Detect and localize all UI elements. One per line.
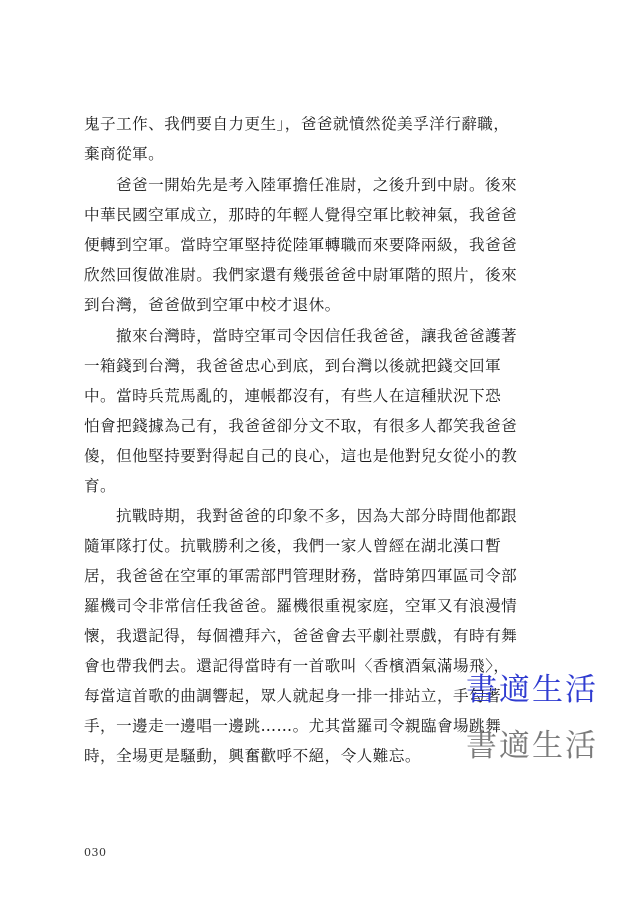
text-line: 欣然回復做准尉。我們家還有幾張爸爸中尉軍階的照片，後來 xyxy=(84,266,518,284)
page-number: 030 xyxy=(84,846,107,859)
text-line: 手，一邊走一邊唱一邊跳……。尤其當羅司令親臨會場跳舞 xyxy=(84,717,502,735)
text-line: 每當這首歌的曲調響起，眾人就起身一排一排站立，手勾著 xyxy=(84,687,502,705)
text-line: 育。 xyxy=(84,477,117,495)
text-line: 抗戰時期，我對爸爸的印象不多，因為大部分時間他都跟 xyxy=(116,507,518,525)
text-line: 到台灣，爸爸做到空軍中校才退休。 xyxy=(84,296,341,314)
text-line: 會也帶我們去。還記得當時有一首歌叫〈香檳酒氣滿場飛〉， xyxy=(84,657,510,675)
watermark-gray: 書適生活 xyxy=(466,728,598,764)
text-line: 隨軍隊打仗。抗戰勝利之後，我們一家人曾經在湖北漢口暫 xyxy=(84,537,502,555)
text-line: 中。當時兵荒馬亂的，連帳都沒有，有些人在這種狀況下恐 xyxy=(84,387,502,405)
text-line: 一箱錢到台灣，我爸爸忠心到底，到台灣以後就把錢交回軍 xyxy=(84,357,502,375)
text-line: 撤來台灣時，當時空軍司令因信任我爸爸，讓我爸爸護著 xyxy=(116,327,518,345)
watermark-blue: 書適生活 xyxy=(466,672,598,708)
text-line: 便轉到空軍。當時空軍堅持從陸軍轉職而來要降兩級，我爸爸 xyxy=(84,236,518,254)
text-line: 傻，但他堅持要對得起自己的良心，這也是他對兒女從小的教 xyxy=(84,447,518,465)
text-line: 懷，我還記得，每個禮拜六，爸爸會去平劇社票戲，有時有舞 xyxy=(84,627,518,645)
text-line: 中華民國空軍成立，那時的年輕人覺得空軍比較神氣，我爸爸 xyxy=(84,206,518,224)
text-line: 居，我爸爸在空軍的軍需部門管理財務，當時第四軍區司令部 xyxy=(84,567,518,585)
text-line: 時，全場更是騷動，興奮歡呼不絕，令人難忘。 xyxy=(84,747,421,765)
text-line: 怕會把錢據為己有，我爸爸卻分文不取，有很多人都笑我爸爸 xyxy=(84,417,518,435)
text-line: 羅機司令非常信任我爸爸。羅機很重視家庭，空軍又有浪漫情 xyxy=(84,597,518,615)
text-line: 爸爸一開始先是考入陸軍擔任准尉，之後升到中尉。後來 xyxy=(116,176,518,194)
text-line: 棄商從軍。 xyxy=(84,145,165,163)
text-line: 鬼子工作、我們要自力更生」，爸爸就憤然從美孚洋行辭職， xyxy=(84,115,510,133)
